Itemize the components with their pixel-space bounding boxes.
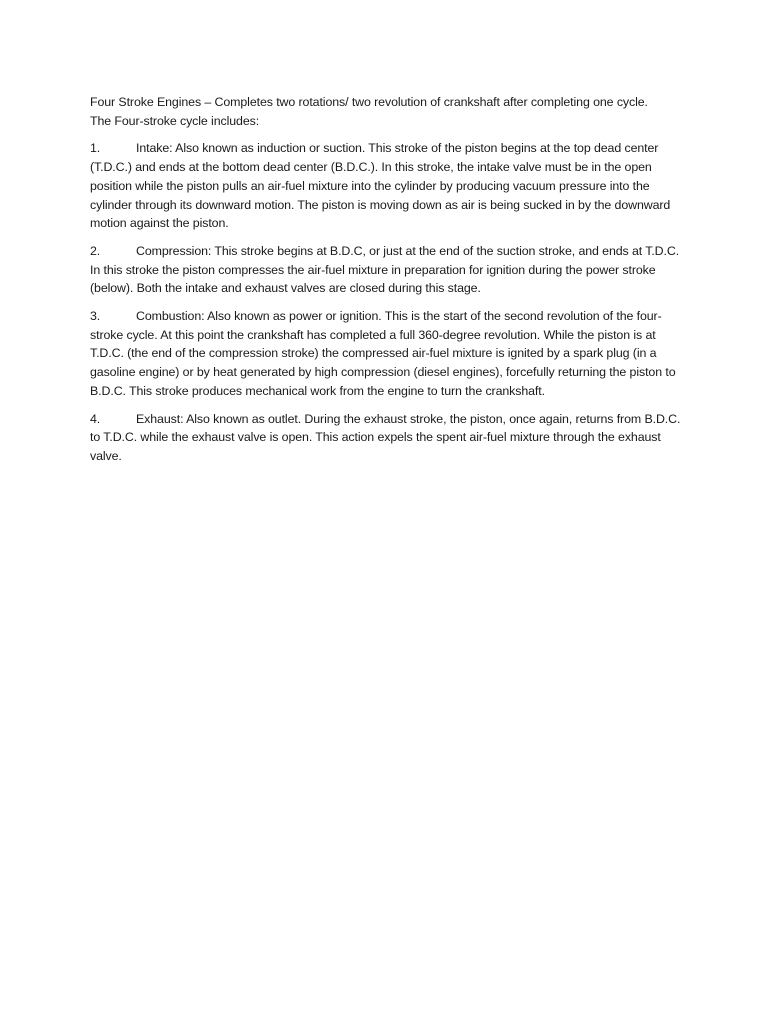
list-item-intake <box>90 139 682 233</box>
list-item-exhaust <box>90 410 682 466</box>
list-item-text: Combustion: Also known as power or ignition. This is the start of the second revolution of the four-stroke cycle. At this point the crankshaft has completed a full 360-degree revolution. While the piston is at T.D.C. (the end of the compression stroke) the compressed air-fuel mixture is ignited by a spark plug (in a gasoline engine) or by heat generated by high compression (diesel engines), forcefully returning the piston to B.D.C. This stroke produces mechanical work from the engine to turn the crankshaft. <box>90 309 676 398</box>
intro-heading: Four Stroke Engines – Completes two rotations/ two revolution of crankshaft after completing one cycle. <box>90 95 648 109</box>
intro-subheading: The Four-stroke cycle includes: <box>90 113 260 128</box>
document-body <box>90 93 682 475</box>
list-item-number: 3. <box>90 309 101 324</box>
list-item-text: Intake: Also known as induction or suction. This stroke of the piston begins at the top dead center (T.D.C.) and ends at the bottom dead center (B.D.C.). In this stroke, the intake valve must be in the open position while the piston pulls an air-fuel mixture into the cylinder by producing vacuum pressure into the cylinder through its downward motion. The piston is moving down as air is being sucked in by the downward motion against the piston. <box>90 141 671 231</box>
list-item-compression <box>90 242 682 298</box>
list-item-number: 1. <box>90 141 101 156</box>
list-item-number: 2. <box>90 243 101 258</box>
list-item-combustion <box>90 307 682 401</box>
list-item-number: 4. <box>90 411 101 426</box>
list-item-text: Compression: This stroke begins at B.D.C, or just at the end of the suction stroke, and ends at T.D.C. In this stroke the piston compresses the air-fuel mixture in preparation for ignition during the power stroke (below). Both the intake and exhaust valves are closed during this stage. <box>90 243 680 296</box>
list-item-text: Exhaust: Also known as outlet. During the exhaust stroke, the piston, once again, returns from B.D.C. to T.D.C. while the exhaust valve is open. This action expels the spent air-fuel mixture through the exhaust valve. <box>90 411 681 463</box>
intro-paragraph <box>90 93 682 130</box>
